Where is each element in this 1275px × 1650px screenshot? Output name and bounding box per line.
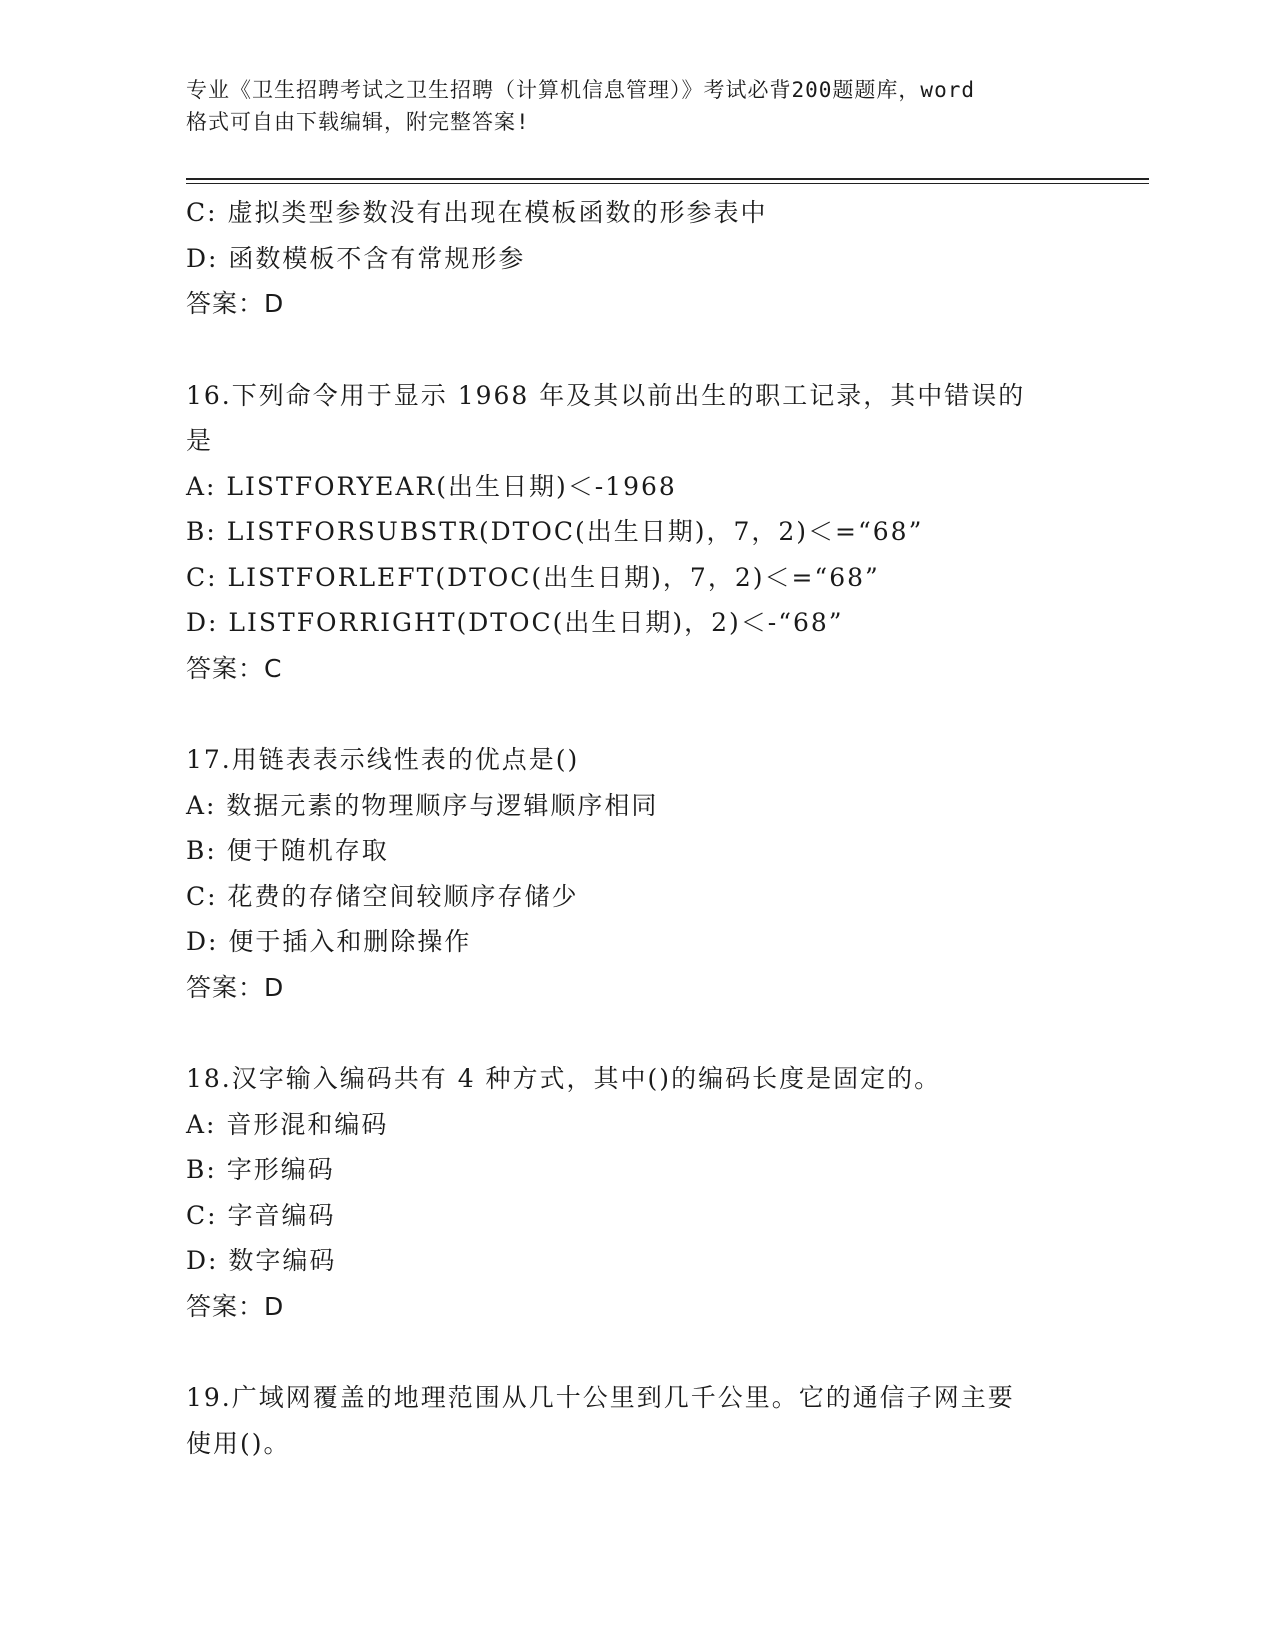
answer-label: 答案：C <box>186 653 283 683</box>
header-title-line-1: 专业《卫生招聘考试之卫生招聘（计算机信息管理）》考试必背200题题库，word <box>186 78 975 102</box>
question-list <box>186 190 1146 1466</box>
spacer <box>186 327 1146 373</box>
option-c: C: 花费的存储空间较顺序存储少 <box>186 881 579 911</box>
question-stem: 18.汉字输入编码共有 4 种方式，其中()的编码长度是固定的。 <box>186 1064 942 1093</box>
header-divider-thin <box>186 183 1149 184</box>
option-d: D: LISTFORRIGHT(DTOC(出生日期)，2)＜-“68” <box>186 608 844 637</box>
option-c: C: 字音编码 <box>186 1200 336 1230</box>
question-17 <box>186 737 1146 1010</box>
question-19 <box>186 1375 1146 1466</box>
answer-label: 答案：D <box>186 972 285 1002</box>
option-a: A: LISTFORYEAR(出生日期)＜-1968 <box>186 471 677 501</box>
option-b: B: 便于随机存取 <box>186 836 389 865</box>
option-c: C: 虚拟类型参数没有出现在模板函数的形参表中 <box>186 198 768 227</box>
option-b: B: 字形编码 <box>186 1155 335 1184</box>
header-divider-thick <box>186 178 1149 180</box>
question-18 <box>186 1056 1146 1329</box>
option-b: B: LISTFORSUBSTR(DTOC(出生日期)，7，2)＜=“68” <box>186 517 924 546</box>
question-15-continuation <box>186 190 1146 327</box>
option-d: D: 便于插入和删除操作 <box>186 927 472 956</box>
option-a: A: 音形混和编码 <box>186 1109 389 1139</box>
answer-label: 答案：D <box>186 289 285 318</box>
option-d: D: 数字编码 <box>186 1246 337 1275</box>
spacer <box>186 1329 1146 1375</box>
option-d: D: 函数模板不含有常规形参 <box>186 243 526 273</box>
spacer <box>186 1010 1146 1056</box>
option-c: C: LISTFORLEFT(DTOC(出生日期)，7，2)＜=“68” <box>186 562 880 592</box>
question-stem: 17.用链表表示线性表的优点是() <box>186 745 580 774</box>
option-a: A: 数据元素的物理顺序与逻辑顺序相同 <box>186 790 659 820</box>
question-stem: 19.广域网覆盖的地理范围从几十公里到几千公里。它的通信子网主要 <box>186 1383 1015 1412</box>
spacer <box>186 691 1146 737</box>
answer-label: 答案：D <box>186 1291 285 1321</box>
question-stem-continued: 是 <box>186 426 214 455</box>
question-16 <box>186 373 1146 692</box>
page-header <box>186 74 1086 138</box>
question-stem-continued: 使用()。 <box>186 1428 291 1458</box>
header-title-line-2: 格式可自由下载编辑，附完整答案! <box>186 110 530 134</box>
question-stem: 16.下列命令用于显示 1968 年及其以前出生的职工记录，其中错误的 <box>186 380 1026 410</box>
